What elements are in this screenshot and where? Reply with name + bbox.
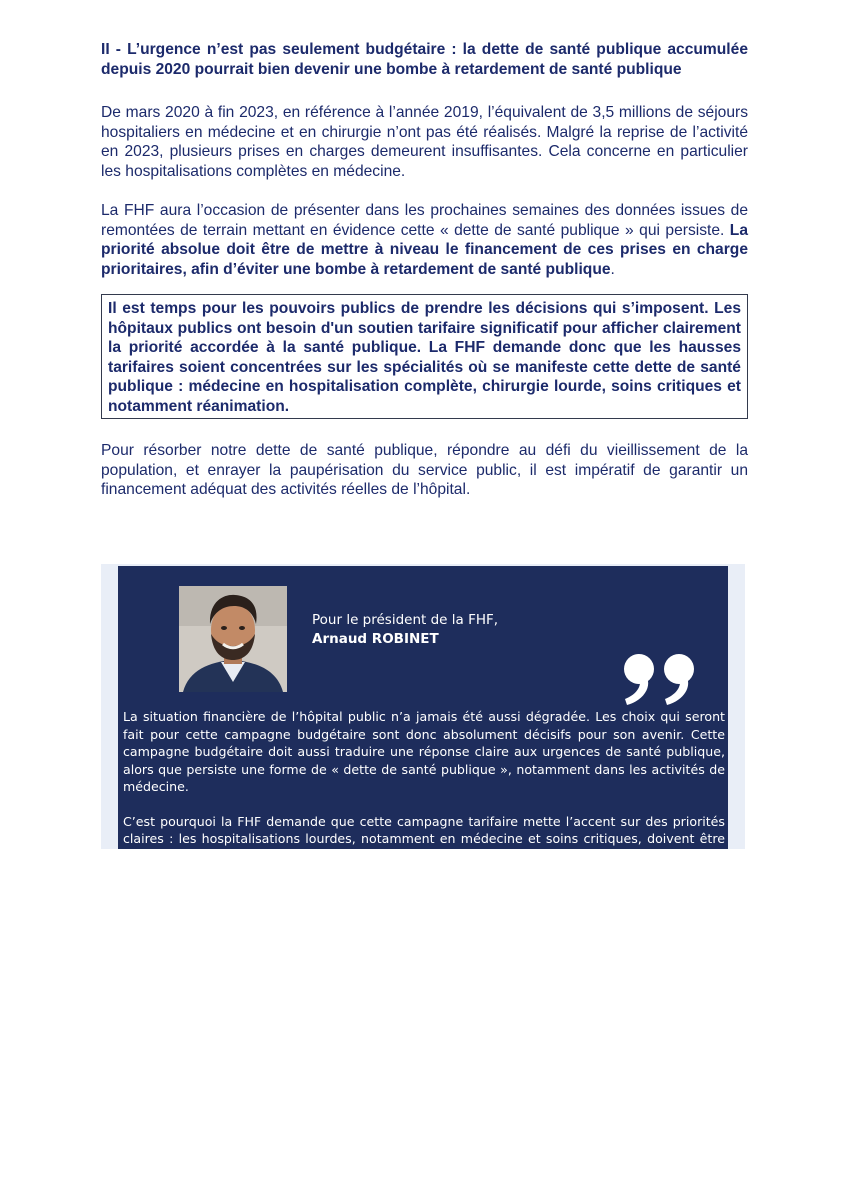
signature-line: Pour le président de la FHF, (312, 612, 499, 628)
signature-block (312, 611, 498, 649)
callout-box (101, 294, 748, 419)
quote-text (123, 708, 725, 865)
paragraph-dette-sante-bold: La priorité absolue doit être de mettre à niveau le financement de ces prises en charge prioritaires, afin d’éviter une bombe à retardement de santé publique (101, 221, 748, 278)
paragraph-conclusion: Pour résorber notre dette de santé publique, répondre au défi du vieillissement de la population, et enrayer la paupérisation du service public, il est impératif de garantir un financement adéquat des activités réelles de l’hôpital. (101, 442, 748, 498)
section-heading: II - L’urgence n’est pas seulement budgétaire : la dette de santé publique accumulée depuis 2020 pourrait bien devenir une bombe à retardement de santé publique (101, 41, 748, 78)
callout-text: Il est temps pour les pouvoirs publics de prendre les décisions qui s’imposent. Les hôpitaux publics ont besoin d'un soutien tarifaire significatif pour afficher clairement la priorité accordée à la santé publique. La FHF demande donc que les hausses tarifaires soient concentrées sur les spécialités où se manifeste cette dette de santé publique : médecine en hospitalisation complète, chirurgie lourde, soins critiques et notamment réanimation. (108, 300, 741, 415)
quote-paragraph-2: C’est pourquoi la FHF demande que cette campagne tarifaire mette l’accent sur des priorités claires : les hospitalisations lourdes, notamment en médecine et soins critiques, doivent être en tête des priorités. (123, 813, 725, 864)
signature-name: Arnaud ROBINET (312, 631, 439, 647)
paragraph-sejours: De mars 2020 à fin 2023, en référence à l’année 2019, l’équivalent de 3,5 millions de séjours hospitaliers en médecine et en chirurgie n’ont pas été réalisés. Malgré la reprise de l’activité en 2023, plusieurs prises en charges demeurent insuffisantes. Cela concerne en particulier les hospitalisations complètes en médecine. (101, 104, 748, 180)
quote-paragraph-1: La situation financière de l’hôpital public n’a jamais été aussi dégradée. Les choix qui seront fait pour cette campagne budgétaire sont donc absolument décisifs pour son avenir. Cette campagne budgétaire doit aussi traduire une réponse claire aux urgences de santé publique, alors que persiste une forme de « dette de santé publique », notamment dans les activités de médecine. (123, 709, 725, 794)
document-body (101, 40, 748, 500)
closing-quote-icon (621, 652, 701, 706)
paragraph-dette-sante-end: . (610, 260, 615, 278)
president-portrait (179, 586, 287, 692)
paragraph-dette-sante (101, 201, 748, 279)
quote-box (118, 566, 728, 864)
quote-panel (101, 564, 745, 864)
paragraph-dette-sante-plain: La FHF aura l’occasion de présenter dans les prochaines semaines des données issues de remontées de terrain mettant en évidence cette « dette de santé publique » qui persiste. (101, 202, 748, 239)
